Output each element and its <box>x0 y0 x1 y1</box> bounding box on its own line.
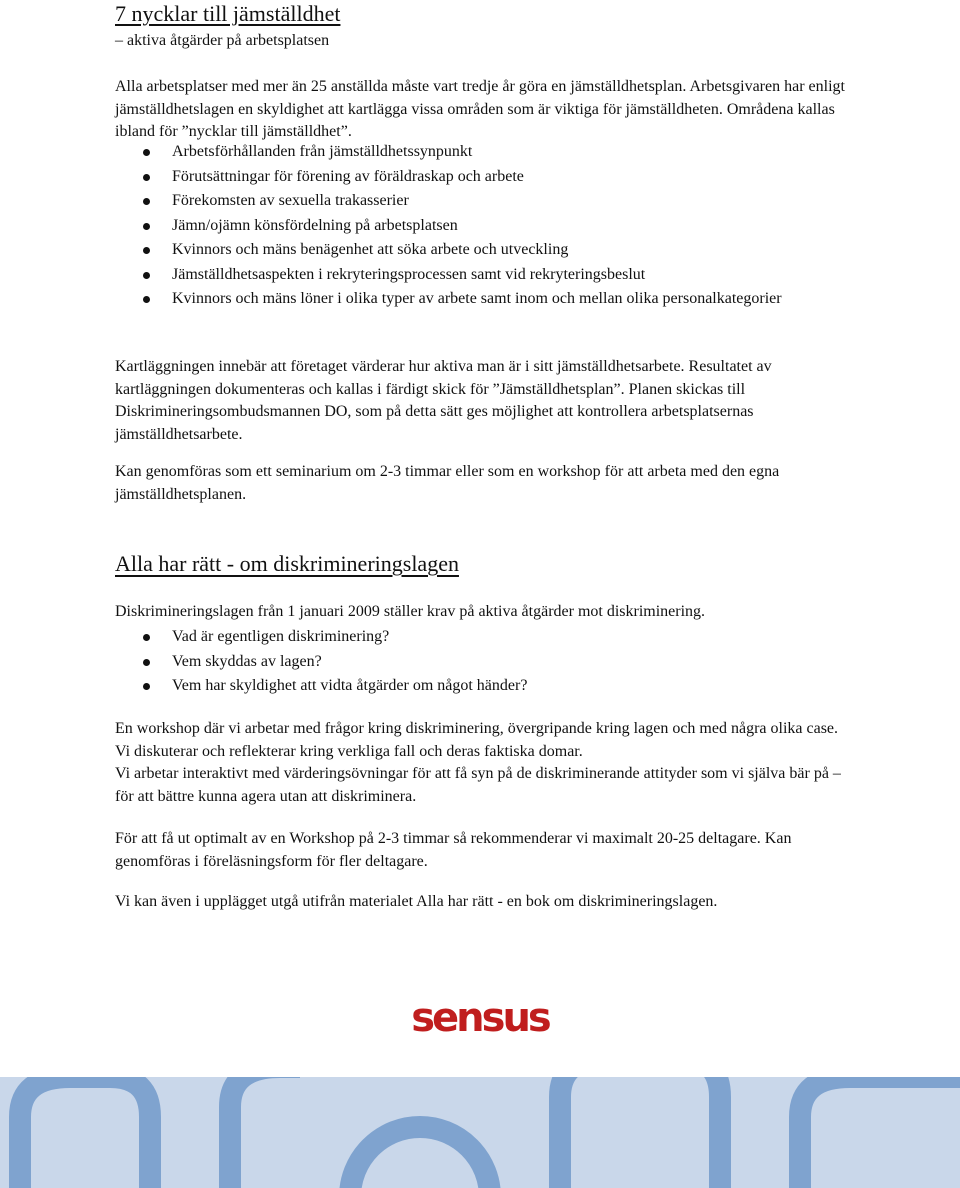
body-paragraph: Vi kan även i upplägget utgå utifrån materialet Alla har rätt - en bok om diskrimineringslagen. <box>115 893 718 910</box>
list-item-text: Jämställdhetsaspekten i rekryteringsprocessen samt vid rekryteringsbeslut <box>172 265 646 283</box>
section-2-paragraph-2 <box>115 718 845 808</box>
section-2-title: Alla har rätt - om diskrimineringslagen <box>115 551 459 576</box>
list-item-text: Arbetsförhållanden från jämställdhetssynpunkt <box>172 143 473 160</box>
list-item <box>115 238 845 263</box>
bullet-icon <box>143 683 150 690</box>
intro-paragraph: Alla arbetsplatser med mer än 25 anställda måste vart tredje år göra en jämställdhetsplan. Arbetsgivaren har enligt jämställdhetslagen en skyldighet att kartlägga vissa områden som är viktiga för jämställdheten. Områdena kallas ibland för ”nycklar till jämställdhet”. <box>115 78 845 140</box>
svg-text:sensus: sensus <box>411 995 549 1040</box>
bullet-icon <box>143 296 150 303</box>
list-item <box>115 165 845 190</box>
bullet-icon <box>143 272 150 279</box>
question-list <box>115 625 845 699</box>
list-item <box>115 140 845 165</box>
list-item <box>115 263 845 288</box>
list-item-text: Vem skyddas av lagen? <box>172 652 322 670</box>
sensus-logo <box>400 995 560 1040</box>
list-item-text: Vad är egentligen diskriminering? <box>172 628 390 645</box>
bullet-icon <box>143 149 150 156</box>
bullet-icon <box>143 174 150 181</box>
body-paragraph: En workshop där vi arbetar med frågor kring diskriminering, övergripande kring lagen och med några olika case. Vi diskuterar och reflekterar kring verkliga fall och deras faktiska domar. <box>115 720 839 760</box>
body-paragraph: Vi arbetar interaktivt med värderingsövningar för att få syn på de diskriminerande attityder som vi själva bär på – för att bättre kunna agera utan att diskriminera. <box>115 765 841 805</box>
body-paragraph: Kartläggningen innebär att företaget värderar hur aktiva man är i sitt jämställdhetsarbete. Resultatet av kartläggningen dokumenteras och kallas i färdigt skick för ”Jämställdhetsplan”. Planen skickas till Diskrimineringsombudsmannen DO, som på detta sätt ges möjlighet att kontrollera arbetsplatsernas jämställdhetsarbete. <box>115 358 772 443</box>
bullet-icon <box>143 247 150 254</box>
list-item-text: Jämn/ojämn könsfördelning på arbetsplatsen <box>172 216 458 234</box>
list-item-text: Förekomsten av sexuella trakasserier <box>172 192 409 209</box>
footer-pattern-icon <box>0 1077 960 1188</box>
body-paragraph: Kan genomföras som ett seminarium om 2-3 timmar eller som en workshop för att arbeta med den egna jämställdhetsplanen. <box>115 463 780 503</box>
body-paragraph: För att få ut optimalt av en Workshop på 2-3 timmar så rekommenderar vi maximalt 20-25 deltagare. Kan genomföras i föreläsningsform för fler deltagare. <box>115 830 792 870</box>
list-item <box>115 287 845 312</box>
bullet-icon <box>143 223 150 230</box>
bullet-icon <box>143 634 150 641</box>
section-1-title: 7 nycklar till jämställdhet <box>115 1 341 26</box>
section-1-paragraph-3 <box>115 461 845 506</box>
section-2-paragraph-4 <box>115 891 845 914</box>
list-item <box>115 674 845 699</box>
section-1-paragraph-2 <box>115 356 845 446</box>
list-item-text: Kvinnors och mäns löner i olika typer av arbete samt inom och mellan olika personalkategorier <box>172 290 782 307</box>
list-item-text: Vem har skyldighet att vidta åtgärder om något händer? <box>172 677 528 694</box>
section-1-intro <box>115 76 845 144</box>
list-item-text: Förutsättningar för förening av föräldraskap och arbete <box>172 167 524 185</box>
list-item <box>115 214 845 239</box>
list-item-text: Kvinnors och mäns benägenhet att söka arbete och utveckling <box>172 241 569 258</box>
sensus-logo-icon <box>400 995 560 1040</box>
section-2-intro <box>115 601 845 624</box>
section-1-subtitle: – aktiva åtgärder på arbetsplatsen <box>115 32 330 49</box>
list-item <box>115 650 845 675</box>
footer-decoration <box>0 1077 960 1188</box>
section-2-paragraph-3 <box>115 828 845 873</box>
intro-paragraph: Diskrimineringslagen från 1 januari 2009 ställer krav på aktiva åtgärder mot diskriminering. <box>115 603 706 620</box>
list-item <box>115 189 845 214</box>
bullet-icon <box>143 198 150 205</box>
bullet-icon <box>143 659 150 666</box>
key-list <box>115 140 845 312</box>
list-item <box>115 625 845 650</box>
